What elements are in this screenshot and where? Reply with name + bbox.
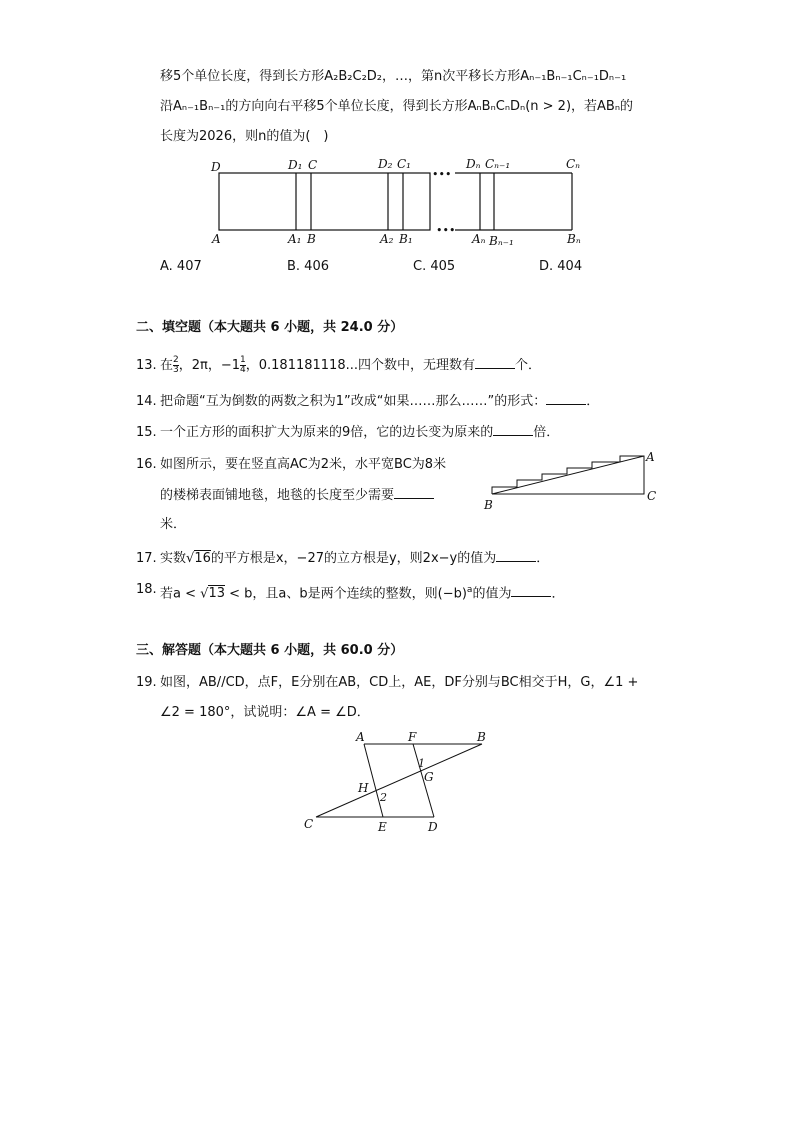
- q13-text: 在 $\frac{2}{3}$ ，2π，−1 $\frac{1}{4}$ ，0.181181118...四个数中，无理数有 个．: [160, 355, 542, 375]
- q12-line2: 沿Aₙ₋₁Bₙ₋₁的方向向右平移5个单位长度，得到长方形AₙBₙCₙDₙ(n > 2)，若ABₙ的: [160, 99, 634, 114]
- label-C: C: [308, 158, 318, 172]
- q15-number: 15.: [136, 425, 157, 440]
- q16-line2: 的楼梯表面铺地毯，地毯的长度至少需要: [160, 486, 434, 506]
- q13-number: 13.: [136, 358, 157, 373]
- q17-number: 17.: [136, 551, 157, 566]
- label-A: A: [212, 232, 221, 246]
- q17-text: 实数√16的平方根是x，−27的立方根是y，则2x−y的值为 ．: [160, 551, 550, 566]
- q19-label-A: A: [356, 730, 365, 744]
- section3-title: 三、解答题（本大题共 6 小题，共 60.0 分）: [136, 643, 404, 658]
- q16-line1: 如图所示，要在竖直高AC为2米，水平宽BC为8米: [160, 457, 447, 472]
- q16-number: 16.: [136, 457, 157, 472]
- label-A2: A₂: [380, 232, 394, 246]
- q12-option-a[interactable]: A. 407: [160, 259, 202, 274]
- label-C1: C₁: [397, 157, 411, 171]
- q14-answer-blank[interactable]: [546, 392, 586, 405]
- q17-answer-blank[interactable]: [496, 549, 536, 562]
- q16-line3: 米．: [160, 517, 187, 532]
- q19-label-F: F: [408, 730, 417, 744]
- q12-option-b[interactable]: B. 406: [287, 259, 329, 274]
- q19-label-E: E: [378, 820, 387, 834]
- q19-label-H: H: [358, 781, 369, 795]
- q19-label-G: G: [424, 770, 434, 784]
- q18-number: 18.: [136, 582, 157, 597]
- q19-label-1: 1: [418, 757, 425, 770]
- label-D: D: [211, 160, 221, 174]
- q12-option-c[interactable]: C. 405: [413, 259, 456, 274]
- q14-text: 把命题“互为倒数的两数之积为1”改成“如果……那么……”的形式： ．: [160, 394, 600, 409]
- q19-line2: ∠2 = 180°，试说明：∠A = ∠D．: [160, 705, 370, 720]
- q19-label-2: 2: [380, 791, 387, 804]
- q16-answer-blank[interactable]: [394, 486, 434, 499]
- q15-answer-blank[interactable]: [493, 423, 533, 436]
- q19-label-D: D: [428, 820, 438, 834]
- label-D2: D₂: [378, 157, 393, 171]
- label-Cn1: Cₙ₋₁: [485, 157, 511, 171]
- q18-text: 若a < √13 < b，且a、b是两个连续的整数，则$(-b)^a$的值为 ．: [160, 585, 565, 602]
- q19-label-B: B: [477, 730, 486, 744]
- q19-label-C: C: [304, 817, 314, 831]
- q13-answer-blank[interactable]: [475, 356, 515, 369]
- q14-number: 14.: [136, 394, 157, 409]
- q12-rectangles-figure: [200, 150, 600, 250]
- label-Cn: Cₙ: [566, 157, 581, 171]
- label-Bn1: Bₙ₋₁: [489, 234, 514, 248]
- q12-line1: 移5个单位长度，得到长方形A₂B₂C₂D₂，…，第n次平移长方形Aₙ₋₁Bₙ₋₁Cₙ₋₁Dₙ₋₁: [160, 69, 627, 84]
- q16-label-B: B: [484, 498, 493, 512]
- q19-line1: 如图，AB//CD，点F，E分别在AB，CD上，AE，DF分别与BC相交于H，G，∠1 +: [160, 675, 639, 690]
- label-Dn: Dₙ: [466, 157, 481, 171]
- q16-label-A: A: [646, 450, 655, 464]
- label-B: B: [307, 232, 316, 246]
- q16-label-C: C: [647, 489, 657, 503]
- q12-option-d[interactable]: D. 404: [539, 259, 583, 274]
- label-A1: A₁: [288, 232, 302, 246]
- q18-answer-blank[interactable]: [511, 584, 551, 597]
- label-An: Aₙ: [472, 232, 486, 246]
- dots-top: •••: [432, 168, 452, 181]
- label-B1: B₁: [399, 232, 413, 246]
- dots-bottom: •••: [436, 224, 456, 237]
- section2-title: 二、填空题（本大题共 6 小题，共 24.0 分）: [136, 320, 404, 335]
- label-Bn: Bₙ: [567, 232, 581, 246]
- q15-text: 一个正方形的面积扩大为原来的9倍，它的边长变为原来的 倍．: [160, 425, 560, 440]
- q19-parallel-lines-figure: [295, 725, 495, 840]
- q12-line3: 长度为2026，则n的值为( ): [160, 129, 329, 144]
- q16-staircase-figure: [480, 448, 665, 513]
- label-D1: D₁: [288, 158, 303, 172]
- q19-number: 19.: [136, 675, 157, 690]
